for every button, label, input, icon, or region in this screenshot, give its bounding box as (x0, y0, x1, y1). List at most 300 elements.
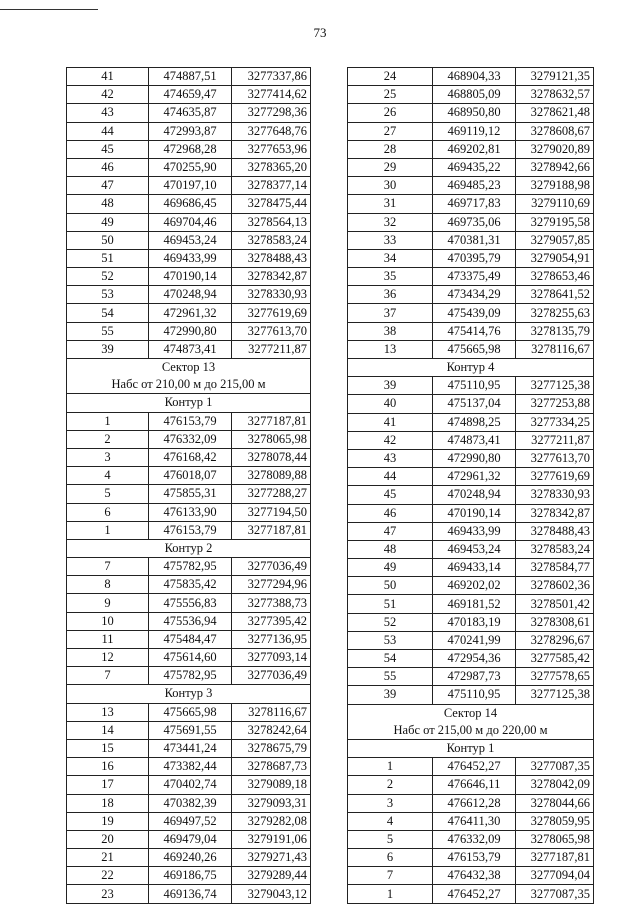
table-row (67, 412, 311, 430)
x-coordinate: 470395,79 (433, 249, 516, 267)
table-row (67, 612, 311, 630)
x-coordinate: 469202,81 (433, 140, 516, 158)
y-coordinate: 3279089,18 (232, 776, 311, 794)
x-coordinate: 474873,41 (433, 431, 516, 449)
point-number: 49 (348, 559, 433, 577)
point-number: 36 (348, 286, 433, 304)
x-coordinate: 470248,94 (433, 486, 516, 504)
table-row (348, 158, 594, 176)
y-coordinate: 3277194,50 (232, 503, 311, 521)
x-coordinate: 475665,98 (433, 340, 516, 358)
table-row (348, 758, 594, 776)
point-number: 31 (348, 195, 433, 213)
x-coordinate: 476452,27 (433, 885, 516, 903)
table-row (348, 340, 594, 358)
table-row (348, 559, 594, 577)
table-row (348, 322, 594, 340)
contour-header: Контур 1 (348, 739, 594, 757)
y-coordinate: 3277211,87 (232, 340, 311, 358)
x-coordinate: 472968,28 (149, 140, 232, 158)
y-coordinate: 3279188,98 (516, 177, 594, 195)
y-coordinate: 3278602,36 (516, 577, 594, 595)
point-number: 53 (67, 286, 149, 304)
point-number: 39 (348, 377, 433, 395)
table-row (348, 867, 594, 885)
x-coordinate: 472990,80 (433, 449, 516, 467)
point-number: 5 (348, 830, 433, 848)
x-coordinate: 474659,47 (149, 86, 232, 104)
x-coordinate: 476018,07 (149, 467, 232, 485)
point-number: 30 (348, 177, 433, 195)
table-row (348, 794, 594, 812)
table-row (348, 177, 594, 195)
x-coordinate: 473441,24 (149, 739, 232, 757)
point-number: 52 (348, 613, 433, 631)
point-number: 38 (348, 322, 433, 340)
point-number: 4 (348, 812, 433, 830)
x-coordinate: 474873,41 (149, 340, 232, 358)
x-coordinate: 469735,06 (433, 213, 516, 231)
y-coordinate: 3278377,14 (232, 177, 311, 195)
table-row (67, 849, 311, 867)
table-row (348, 650, 594, 668)
point-number: 42 (348, 431, 433, 449)
contour-header-row (67, 394, 311, 412)
y-coordinate: 3278330,93 (232, 286, 311, 304)
table-row (348, 849, 594, 867)
contour-header-row (67, 539, 311, 557)
point-number: 50 (348, 577, 433, 595)
y-coordinate: 3277094,04 (516, 867, 594, 885)
point-number: 5 (67, 485, 149, 503)
x-coordinate: 472961,32 (149, 304, 232, 322)
y-coordinate: 3277613,70 (232, 322, 311, 340)
table-row (67, 231, 311, 249)
point-number: 14 (67, 721, 149, 739)
contour-header-row (348, 359, 594, 377)
y-coordinate: 3278675,79 (232, 739, 311, 757)
y-coordinate: 3278242,64 (232, 721, 311, 739)
table-row (348, 86, 594, 104)
x-coordinate: 469717,83 (433, 195, 516, 213)
x-coordinate: 469485,23 (433, 177, 516, 195)
x-coordinate: 468950,80 (433, 104, 516, 122)
x-coordinate: 475110,95 (433, 377, 516, 395)
x-coordinate: 476411,30 (433, 812, 516, 830)
x-coordinate: 469433,99 (149, 249, 232, 267)
x-coordinate: 469497,52 (149, 812, 232, 830)
y-coordinate: 3278621,48 (516, 104, 594, 122)
y-coordinate: 3278365,20 (232, 158, 311, 176)
y-coordinate: 3277619,69 (516, 468, 594, 486)
y-coordinate: 3278583,24 (516, 540, 594, 558)
table-row (67, 340, 311, 358)
x-coordinate: 475439,09 (433, 304, 516, 322)
point-number: 26 (348, 104, 433, 122)
x-coordinate: 470381,31 (433, 231, 516, 249)
x-coordinate: 470248,94 (149, 286, 232, 304)
table-row (67, 830, 311, 848)
table-row (348, 249, 594, 267)
y-coordinate: 3278584,77 (516, 559, 594, 577)
x-coordinate: 475614,60 (149, 649, 232, 667)
table-row (67, 594, 311, 612)
table-row (348, 140, 594, 158)
sector-caption-row (67, 376, 311, 394)
x-coordinate: 476133,90 (149, 503, 232, 521)
x-coordinate: 470190,14 (149, 268, 232, 286)
y-coordinate: 3277288,27 (232, 485, 311, 503)
y-coordinate: 3278641,52 (516, 286, 594, 304)
point-number: 11 (67, 630, 149, 648)
x-coordinate: 476153,79 (433, 849, 516, 867)
y-coordinate: 3279282,08 (232, 812, 311, 830)
table-row (348, 595, 594, 613)
table-row (348, 413, 594, 431)
x-coordinate: 469686,45 (149, 195, 232, 213)
table-row (348, 885, 594, 903)
point-number: 19 (67, 812, 149, 830)
point-number: 28 (348, 140, 433, 158)
point-number: 51 (348, 595, 433, 613)
x-coordinate: 475835,42 (149, 576, 232, 594)
table-row (348, 830, 594, 848)
contour-header-row (67, 685, 311, 703)
table-row (348, 377, 594, 395)
x-coordinate: 476646,11 (433, 776, 516, 794)
point-number: 42 (67, 86, 149, 104)
y-coordinate: 3278632,57 (516, 86, 594, 104)
point-number: 46 (67, 158, 149, 176)
point-number: 13 (67, 703, 149, 721)
point-number: 7 (348, 867, 433, 885)
y-coordinate: 3278135,79 (516, 322, 594, 340)
x-coordinate: 475137,04 (433, 395, 516, 413)
point-number: 55 (67, 322, 149, 340)
point-number: 35 (348, 268, 433, 286)
point-number: 51 (67, 249, 149, 267)
table-row (348, 395, 594, 413)
y-coordinate: 3277653,96 (232, 140, 311, 158)
x-coordinate: 473434,29 (433, 286, 516, 304)
x-coordinate: 469119,12 (433, 122, 516, 140)
point-number: 39 (348, 686, 433, 704)
sector-caption: Сектор 14 (348, 704, 594, 722)
y-coordinate: 3278583,24 (232, 231, 311, 249)
y-coordinate: 3278608,67 (516, 122, 594, 140)
table-row (348, 122, 594, 140)
table-row (67, 68, 311, 86)
x-coordinate: 475665,98 (149, 703, 232, 721)
x-coordinate: 469240,26 (149, 849, 232, 867)
point-number: 7 (67, 667, 149, 685)
table-row (67, 776, 311, 794)
point-number: 43 (67, 104, 149, 122)
table-row (67, 867, 311, 885)
table-row (348, 68, 594, 86)
table-row (67, 268, 311, 286)
x-coordinate: 470255,90 (149, 158, 232, 176)
y-coordinate: 3278942,66 (516, 158, 594, 176)
point-number: 7 (67, 558, 149, 576)
x-coordinate: 474635,87 (149, 104, 232, 122)
point-number: 10 (67, 612, 149, 630)
y-coordinate: 3278342,87 (232, 268, 311, 286)
coordinates-table-left (66, 67, 311, 904)
x-coordinate: 476452,27 (433, 758, 516, 776)
table-row (348, 195, 594, 213)
y-coordinate: 3277395,42 (232, 612, 311, 630)
point-number: 44 (67, 122, 149, 140)
point-number: 24 (348, 68, 433, 86)
x-coordinate: 469479,04 (149, 830, 232, 848)
table-row (67, 649, 311, 667)
y-coordinate: 3278330,93 (516, 486, 594, 504)
point-number: 40 (348, 395, 433, 413)
point-number: 20 (67, 830, 149, 848)
x-coordinate: 476168,42 (149, 448, 232, 466)
table-row (67, 812, 311, 830)
y-coordinate: 3277036,49 (232, 667, 311, 685)
y-coordinate: 3278342,87 (516, 504, 594, 522)
y-coordinate: 3277187,81 (232, 412, 311, 430)
x-coordinate: 476153,79 (149, 412, 232, 430)
y-coordinate: 3278687,73 (232, 758, 311, 776)
table-row (67, 721, 311, 739)
x-coordinate: 469202,02 (433, 577, 516, 595)
point-number: 1 (348, 885, 433, 903)
contour-header: Контур 3 (67, 685, 311, 703)
point-number: 2 (67, 430, 149, 448)
table-row (348, 213, 594, 231)
y-coordinate: 3277585,42 (516, 650, 594, 668)
table-row (67, 304, 311, 322)
y-coordinate: 3278078,44 (232, 448, 311, 466)
x-coordinate: 472987,73 (433, 668, 516, 686)
x-coordinate: 476153,79 (149, 521, 232, 539)
x-coordinate: 476612,28 (433, 794, 516, 812)
table-row (67, 430, 311, 448)
y-coordinate: 3277578,65 (516, 668, 594, 686)
y-coordinate: 3278475,44 (232, 195, 311, 213)
sector-caption: Набс от 215,00 м до 220,00 м (348, 722, 594, 740)
x-coordinate: 475414,76 (433, 322, 516, 340)
point-number: 49 (67, 213, 149, 231)
point-number: 4 (67, 467, 149, 485)
table-row (67, 104, 311, 122)
y-coordinate: 3279093,31 (232, 794, 311, 812)
y-coordinate: 3278059,95 (516, 812, 594, 830)
y-coordinate: 3278042,09 (516, 776, 594, 794)
y-coordinate: 3279121,35 (516, 68, 594, 86)
y-coordinate: 3277087,35 (516, 885, 594, 903)
table-row (348, 268, 594, 286)
y-coordinate: 3277648,76 (232, 122, 311, 140)
point-number: 25 (348, 86, 433, 104)
y-coordinate: 3279057,85 (516, 231, 594, 249)
table-row (67, 249, 311, 267)
x-coordinate: 473375,49 (433, 268, 516, 286)
y-coordinate: 3277211,87 (516, 431, 594, 449)
x-coordinate: 474898,25 (433, 413, 516, 431)
point-number: 34 (348, 249, 433, 267)
table-row (348, 613, 594, 631)
table-row (67, 158, 311, 176)
y-coordinate: 3277334,25 (516, 413, 594, 431)
coordinates-table-right (347, 67, 594, 904)
x-coordinate: 470190,14 (433, 504, 516, 522)
x-coordinate: 472961,32 (433, 468, 516, 486)
y-coordinate: 3277294,96 (232, 576, 311, 594)
point-number: 45 (67, 140, 149, 158)
table-row (348, 686, 594, 704)
x-coordinate: 469136,74 (149, 885, 232, 903)
point-number: 6 (67, 503, 149, 521)
table-row (67, 667, 311, 685)
x-coordinate: 475782,95 (149, 558, 232, 576)
table-row (348, 486, 594, 504)
x-coordinate: 475782,95 (149, 667, 232, 685)
y-coordinate: 3277125,38 (516, 686, 594, 704)
x-coordinate: 472954,36 (433, 650, 516, 668)
point-number: 37 (348, 304, 433, 322)
table-row (348, 812, 594, 830)
table-row (67, 213, 311, 231)
x-coordinate: 474887,51 (149, 68, 232, 86)
page-number: 73 (313, 25, 327, 40)
x-coordinate: 470382,39 (149, 794, 232, 812)
table-row (348, 631, 594, 649)
point-number: 41 (348, 413, 433, 431)
point-number: 21 (67, 849, 149, 867)
y-coordinate: 3278044,66 (516, 794, 594, 812)
sector-caption: Набс от 210,00 м до 215,00 м (67, 376, 311, 394)
table-row (348, 449, 594, 467)
x-coordinate: 475691,55 (149, 721, 232, 739)
point-number: 44 (348, 468, 433, 486)
contour-header-row (348, 739, 594, 757)
y-coordinate: 3279020,89 (516, 140, 594, 158)
table-row (67, 286, 311, 304)
table-row (67, 448, 311, 466)
point-number: 17 (67, 776, 149, 794)
point-number: 3 (67, 448, 149, 466)
y-coordinate: 3277087,35 (516, 758, 594, 776)
table-row (67, 758, 311, 776)
table-row (348, 522, 594, 540)
point-number: 32 (348, 213, 433, 231)
y-coordinate: 3277388,73 (232, 594, 311, 612)
table-row (67, 576, 311, 594)
point-number: 48 (348, 540, 433, 558)
x-coordinate: 475536,94 (149, 612, 232, 630)
y-coordinate: 3277298,36 (232, 104, 311, 122)
y-coordinate: 3278501,42 (516, 595, 594, 613)
table-row (348, 304, 594, 322)
y-coordinate: 3277187,81 (516, 849, 594, 867)
table-row (67, 630, 311, 648)
table-row (348, 286, 594, 304)
table-row (67, 503, 311, 521)
x-coordinate: 475110,95 (433, 686, 516, 704)
x-coordinate: 473382,44 (149, 758, 232, 776)
table-row (67, 521, 311, 539)
y-coordinate: 3279195,58 (516, 213, 594, 231)
x-coordinate: 469435,22 (433, 158, 516, 176)
point-number: 48 (67, 195, 149, 213)
x-coordinate: 469433,14 (433, 559, 516, 577)
top-rule (0, 9, 98, 10)
x-coordinate: 469186,75 (149, 867, 232, 885)
point-number: 23 (67, 885, 149, 903)
y-coordinate: 3277093,14 (232, 649, 311, 667)
y-coordinate: 3278296,67 (516, 631, 594, 649)
y-coordinate: 3278116,67 (516, 340, 594, 358)
table-row (67, 558, 311, 576)
table-row (348, 776, 594, 794)
point-number: 9 (67, 594, 149, 612)
y-coordinate: 3279043,12 (232, 885, 311, 903)
y-coordinate: 3279191,06 (232, 830, 311, 848)
y-coordinate: 3279110,69 (516, 195, 594, 213)
contour-header: Контур 4 (348, 359, 594, 377)
y-coordinate: 3277036,49 (232, 558, 311, 576)
x-coordinate: 476332,09 (433, 830, 516, 848)
x-coordinate: 470197,10 (149, 177, 232, 195)
x-coordinate: 469181,52 (433, 595, 516, 613)
y-coordinate: 3277337,86 (232, 68, 311, 86)
table-row (67, 703, 311, 721)
table-row (348, 468, 594, 486)
y-coordinate: 3278065,98 (232, 430, 311, 448)
point-number: 13 (348, 340, 433, 358)
point-number: 53 (348, 631, 433, 649)
y-coordinate: 3277136,95 (232, 630, 311, 648)
y-coordinate: 3277125,38 (516, 377, 594, 395)
point-number: 41 (67, 68, 149, 86)
table-row (348, 104, 594, 122)
point-number: 39 (67, 340, 149, 358)
point-number: 52 (67, 268, 149, 286)
point-number: 54 (348, 650, 433, 668)
point-number: 18 (67, 794, 149, 812)
table-row (348, 540, 594, 558)
y-coordinate: 3278089,88 (232, 467, 311, 485)
table-row (348, 431, 594, 449)
table-row (67, 322, 311, 340)
point-number: 1 (348, 758, 433, 776)
y-coordinate: 3278065,98 (516, 830, 594, 848)
point-number: 43 (348, 449, 433, 467)
y-coordinate: 3278308,61 (516, 613, 594, 631)
point-number: 47 (67, 177, 149, 195)
x-coordinate: 476332,09 (149, 430, 232, 448)
y-coordinate: 3277619,69 (232, 304, 311, 322)
table-row (67, 739, 311, 757)
contour-header: Контур 2 (67, 539, 311, 557)
table-row (67, 467, 311, 485)
y-coordinate: 3278116,67 (232, 703, 311, 721)
x-coordinate: 469453,24 (433, 540, 516, 558)
table-row (67, 122, 311, 140)
point-number: 54 (67, 304, 149, 322)
y-coordinate: 3279271,43 (232, 849, 311, 867)
sector-caption-row (348, 704, 594, 722)
point-number: 6 (348, 849, 433, 867)
table-row (67, 195, 311, 213)
x-coordinate: 476432,38 (433, 867, 516, 885)
point-number: 8 (67, 576, 149, 594)
